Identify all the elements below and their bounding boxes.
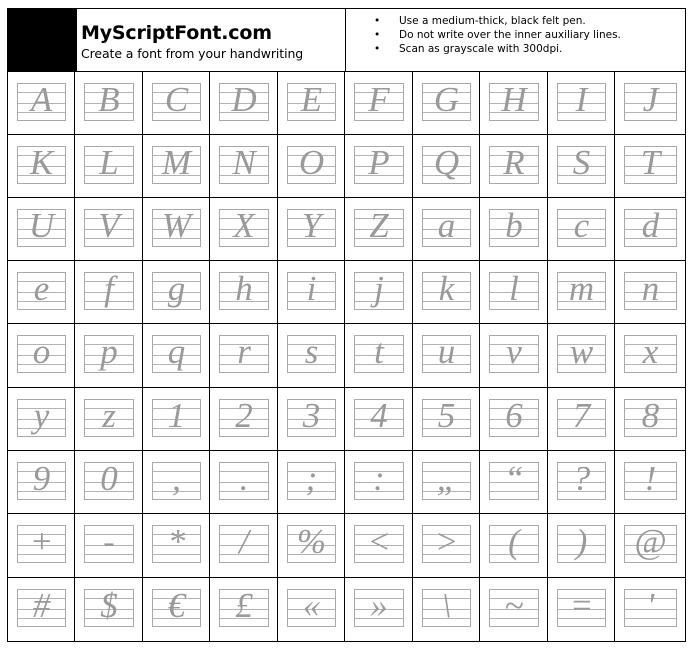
template-glyph: l — [509, 269, 519, 308]
template-glyph: ~ — [504, 586, 524, 625]
character-cell — [615, 198, 685, 261]
template-glyph: € — [167, 586, 186, 625]
guide-box — [557, 396, 606, 437]
guide-box — [287, 80, 336, 121]
character-cell — [615, 72, 685, 135]
character-cell — [75, 72, 143, 135]
character-cell — [548, 261, 615, 324]
template-glyph: v — [506, 332, 522, 371]
site-subtitle: Create a font from your handwriting — [81, 46, 304, 61]
guide-box — [422, 80, 471, 121]
template-glyph: b — [505, 206, 523, 245]
character-cell — [210, 451, 278, 514]
character-cell — [278, 198, 345, 261]
template-glyph: 0 — [100, 459, 118, 498]
guide-box — [84, 80, 134, 121]
character-cell — [345, 514, 413, 578]
template-glyph: a — [437, 206, 456, 245]
guide-box — [489, 269, 539, 310]
character-cell — [548, 324, 615, 388]
character-cell — [345, 324, 413, 388]
guide-box — [422, 332, 471, 373]
guide-box — [557, 459, 606, 500]
guide-box — [219, 80, 269, 121]
template-glyph: z — [102, 396, 116, 435]
template-glyph: g — [167, 269, 186, 308]
character-cell — [548, 388, 615, 451]
guide-box — [354, 396, 404, 437]
character-cell — [278, 72, 345, 135]
character-cell — [480, 451, 548, 514]
guide-box — [152, 143, 201, 184]
template-glyph: Y — [301, 206, 322, 245]
template-glyph: ' — [646, 586, 655, 625]
guide-box — [219, 206, 269, 247]
character-cell — [278, 514, 345, 578]
template-glyph: C — [164, 80, 189, 119]
character-cell — [278, 578, 345, 642]
character-cell — [615, 261, 685, 324]
character-cell — [345, 261, 413, 324]
character-grid — [7, 72, 686, 642]
template-glyph: $ — [100, 586, 118, 625]
guide-box — [422, 396, 471, 437]
guide-box — [557, 586, 606, 627]
template-glyph: c — [573, 206, 590, 245]
character-cell — [210, 388, 278, 451]
template-glyph: ) — [575, 522, 588, 561]
guide-box — [152, 206, 201, 247]
template-glyph: % — [296, 522, 327, 561]
guide-box — [354, 522, 404, 563]
guide-box — [152, 80, 201, 121]
guide-box — [17, 143, 66, 184]
guide-box — [219, 396, 269, 437]
guide-box — [17, 459, 66, 500]
template-glyph: o — [32, 332, 51, 371]
character-cell — [278, 451, 345, 514]
instruction-item — [346, 28, 621, 42]
character-cell — [548, 198, 615, 261]
guide-box — [422, 269, 471, 310]
template-glyph: G — [433, 80, 460, 119]
guide-box — [17, 586, 66, 627]
template-glyph: « — [302, 586, 321, 625]
character-cell — [548, 451, 615, 514]
guide-box — [624, 396, 677, 437]
guide-box — [354, 269, 404, 310]
template-glyph: d — [641, 206, 660, 245]
guide-box — [287, 332, 336, 373]
character-cell — [75, 135, 143, 198]
template-glyph: , — [172, 459, 181, 498]
character-cell — [413, 514, 480, 578]
guide-box — [422, 206, 471, 247]
template-glyph: 4 — [370, 396, 388, 435]
template-glyph: n — [641, 269, 660, 308]
brand-block — [76, 9, 345, 71]
character-cell — [480, 72, 548, 135]
black-calibration-box — [8, 9, 76, 71]
template-glyph: H — [501, 80, 527, 119]
guide-box — [287, 269, 336, 310]
instructions-list — [346, 14, 621, 56]
template-glyph: 1 — [167, 396, 186, 435]
guide-box — [84, 586, 134, 627]
guide-box — [557, 522, 606, 563]
character-cell — [210, 324, 278, 388]
character-cell — [75, 514, 143, 578]
template-glyph: £ — [235, 586, 253, 625]
template-glyph: Z — [369, 206, 389, 245]
template-glyph: 3 — [302, 396, 321, 435]
instruction-item — [346, 14, 621, 28]
template-glyph: e — [33, 269, 50, 308]
guide-box — [489, 332, 539, 373]
guide-box — [287, 459, 336, 500]
character-cell — [210, 72, 278, 135]
guide-box — [152, 332, 201, 373]
character-cell — [548, 135, 615, 198]
character-cell — [413, 135, 480, 198]
character-cell — [480, 324, 548, 388]
character-cell — [548, 578, 615, 642]
guide-box — [84, 269, 134, 310]
template-glyph: x — [642, 332, 659, 371]
guide-box — [219, 586, 269, 627]
template-glyph: m — [568, 269, 595, 308]
guide-box — [287, 206, 336, 247]
template-glyph: p — [100, 332, 118, 371]
template-glyph: u — [437, 332, 456, 371]
template-glyph: > — [434, 522, 459, 561]
guide-box — [152, 522, 201, 563]
sheet-header — [7, 8, 686, 72]
guide-box — [219, 332, 269, 373]
guide-box — [84, 522, 134, 563]
template-glyph: 8 — [641, 396, 660, 435]
character-cell — [8, 324, 75, 388]
template-glyph: P — [368, 143, 390, 182]
guide-box — [422, 522, 471, 563]
character-cell — [143, 135, 210, 198]
guide-box — [557, 206, 606, 247]
template-glyph: J — [642, 80, 659, 119]
character-cell — [480, 261, 548, 324]
guide-box — [557, 332, 606, 373]
template-glyph: 2 — [235, 396, 253, 435]
character-cell — [413, 451, 480, 514]
guide-box — [17, 522, 66, 563]
template-glyph: I — [575, 80, 588, 119]
character-cell — [143, 72, 210, 135]
template-glyph: k — [438, 269, 455, 308]
character-cell — [413, 578, 480, 642]
template-glyph: A — [30, 80, 53, 119]
template-glyph: * — [167, 522, 186, 561]
guide-box — [219, 522, 269, 563]
character-cell — [345, 578, 413, 642]
character-cell — [413, 72, 480, 135]
template-glyph: 7 — [572, 396, 591, 435]
guide-box — [624, 143, 677, 184]
instruction-text: Scan as grayscale with 300dpi. — [399, 43, 563, 55]
character-cell — [8, 451, 75, 514]
character-cell — [8, 261, 75, 324]
guide-box — [489, 80, 539, 121]
template-glyph: X — [233, 206, 255, 245]
guide-box — [84, 332, 134, 373]
character-cell — [210, 135, 278, 198]
guide-box — [152, 459, 201, 500]
character-cell — [143, 261, 210, 324]
character-cell — [75, 578, 143, 642]
template-glyph: h — [235, 269, 253, 308]
character-cell — [8, 578, 75, 642]
guide-box — [354, 143, 404, 184]
character-cell — [615, 388, 685, 451]
template-glyph: < — [367, 522, 391, 561]
guide-box — [624, 269, 677, 310]
template-glyph: 6 — [505, 396, 523, 435]
guide-box — [422, 459, 471, 500]
guide-box — [287, 143, 336, 184]
template-glyph: „ — [436, 459, 457, 498]
bullet-icon: • — [374, 29, 381, 41]
template-glyph: O — [298, 143, 325, 182]
guide-box — [84, 206, 134, 247]
template-glyph: - — [103, 522, 115, 561]
character-cell — [8, 198, 75, 261]
guide-box — [152, 396, 201, 437]
character-cell — [8, 72, 75, 135]
guide-box — [354, 80, 404, 121]
template-glyph: # — [32, 586, 51, 625]
template-glyph: B — [98, 80, 120, 119]
guide-box — [84, 143, 134, 184]
template-glyph: D — [231, 80, 257, 119]
template-glyph: F — [368, 80, 390, 119]
template-glyph: M — [161, 143, 192, 182]
site-title: MyScriptFont.com — [81, 22, 272, 44]
guide-box — [17, 332, 66, 373]
guide-box — [152, 269, 201, 310]
guide-box — [489, 459, 539, 500]
template-glyph: 5 — [437, 396, 456, 435]
guide-box — [219, 269, 269, 310]
character-cell — [345, 198, 413, 261]
template-glyph: V — [98, 206, 120, 245]
character-cell — [210, 261, 278, 324]
guide-box — [624, 459, 677, 500]
guide-box — [287, 522, 336, 563]
template-glyph: w — [569, 332, 594, 371]
bullet-icon: • — [374, 15, 381, 27]
guide-box — [624, 332, 677, 373]
template-glyph: E — [300, 80, 323, 119]
character-cell — [413, 324, 480, 388]
template-glyph: T — [640, 143, 661, 182]
guide-box — [489, 206, 539, 247]
character-cell — [345, 451, 413, 514]
guide-box — [354, 459, 404, 500]
guide-box — [557, 269, 606, 310]
guide-box — [624, 80, 677, 121]
guide-box — [557, 80, 606, 121]
guide-box — [17, 206, 66, 247]
bullet-icon: • — [374, 43, 381, 55]
instruction-item — [346, 42, 621, 56]
instructions-block — [345, 9, 685, 71]
character-cell — [75, 324, 143, 388]
template-glyph: \ — [441, 586, 452, 625]
character-cell — [143, 388, 210, 451]
character-cell — [615, 578, 685, 642]
guide-box — [354, 332, 404, 373]
template-glyph: 9 — [32, 459, 51, 498]
template-glyph: U — [28, 206, 55, 245]
instruction-text: Use a medium-thick, black felt pen. — [399, 15, 586, 27]
character-cell — [210, 578, 278, 642]
template-glyph: S — [572, 143, 591, 182]
character-cell — [143, 578, 210, 642]
guide-box — [354, 206, 404, 247]
template-glyph: + — [29, 522, 54, 561]
template-glyph: f — [104, 269, 114, 308]
character-cell — [480, 388, 548, 451]
character-cell — [210, 514, 278, 578]
character-cell — [413, 198, 480, 261]
guide-box — [17, 396, 66, 437]
guide-box — [354, 586, 404, 627]
template-glyph: L — [99, 143, 119, 182]
template-glyph: ? — [572, 459, 591, 498]
guide-box — [84, 396, 134, 437]
character-cell — [548, 514, 615, 578]
template-glyph: N — [232, 143, 256, 182]
template-glyph: r — [237, 332, 251, 371]
character-cell — [143, 451, 210, 514]
guide-box — [624, 206, 677, 247]
template-glyph: K — [29, 143, 54, 182]
guide-box — [489, 396, 539, 437]
guide-box — [219, 143, 269, 184]
guide-box — [489, 586, 539, 627]
template-glyph: ! — [644, 459, 657, 498]
template-glyph: Q — [433, 143, 460, 182]
character-cell — [278, 324, 345, 388]
guide-box — [84, 459, 134, 500]
template-glyph: = — [569, 586, 594, 625]
template-glyph: / — [239, 522, 249, 561]
template-glyph: s — [304, 332, 319, 371]
template-glyph: » — [370, 586, 388, 625]
character-cell — [75, 261, 143, 324]
template-glyph: : — [373, 459, 385, 498]
character-cell — [615, 451, 685, 514]
guide-box — [422, 586, 471, 627]
character-cell — [143, 324, 210, 388]
template-glyph: q — [167, 332, 186, 371]
template-glyph: ( — [508, 522, 520, 561]
character-cell — [143, 198, 210, 261]
character-cell — [615, 324, 685, 388]
guide-box — [489, 522, 539, 563]
character-cell — [345, 388, 413, 451]
guide-box — [624, 522, 677, 563]
character-cell — [75, 388, 143, 451]
template-glyph: @ — [634, 522, 667, 561]
guide-box — [489, 143, 539, 184]
template-glyph: y — [33, 396, 50, 435]
guide-box — [557, 143, 606, 184]
character-cell — [345, 72, 413, 135]
template-glyph: R — [503, 143, 525, 182]
character-cell — [615, 514, 685, 578]
character-cell — [413, 261, 480, 324]
character-cell — [75, 451, 143, 514]
character-cell — [210, 198, 278, 261]
template-glyph: “ — [504, 459, 524, 498]
character-cell — [480, 514, 548, 578]
guide-box — [152, 586, 201, 627]
character-cell — [615, 135, 685, 198]
template-glyph: j — [374, 269, 384, 308]
character-cell — [345, 135, 413, 198]
character-cell — [8, 135, 75, 198]
guide-box — [287, 586, 336, 627]
character-cell — [480, 135, 548, 198]
instruction-text: Do not write over the inner auxiliary lines. — [399, 29, 621, 41]
guide-box — [287, 396, 336, 437]
character-cell — [143, 514, 210, 578]
character-cell — [413, 388, 480, 451]
template-glyph: t — [374, 332, 384, 371]
character-cell — [480, 198, 548, 261]
guide-box — [624, 586, 677, 627]
guide-box — [17, 80, 66, 121]
guide-box — [422, 143, 471, 184]
character-cell — [8, 514, 75, 578]
template-glyph: ; — [305, 459, 318, 498]
template-glyph: W — [161, 206, 192, 245]
character-cell — [75, 198, 143, 261]
guide-box — [219, 459, 269, 500]
character-cell — [278, 388, 345, 451]
character-cell — [8, 388, 75, 451]
template-glyph: i — [306, 269, 317, 308]
guide-box — [17, 269, 66, 310]
character-cell — [480, 578, 548, 642]
character-cell — [548, 72, 615, 135]
character-cell — [278, 261, 345, 324]
character-cell — [278, 135, 345, 198]
template-glyph: . — [239, 459, 249, 498]
